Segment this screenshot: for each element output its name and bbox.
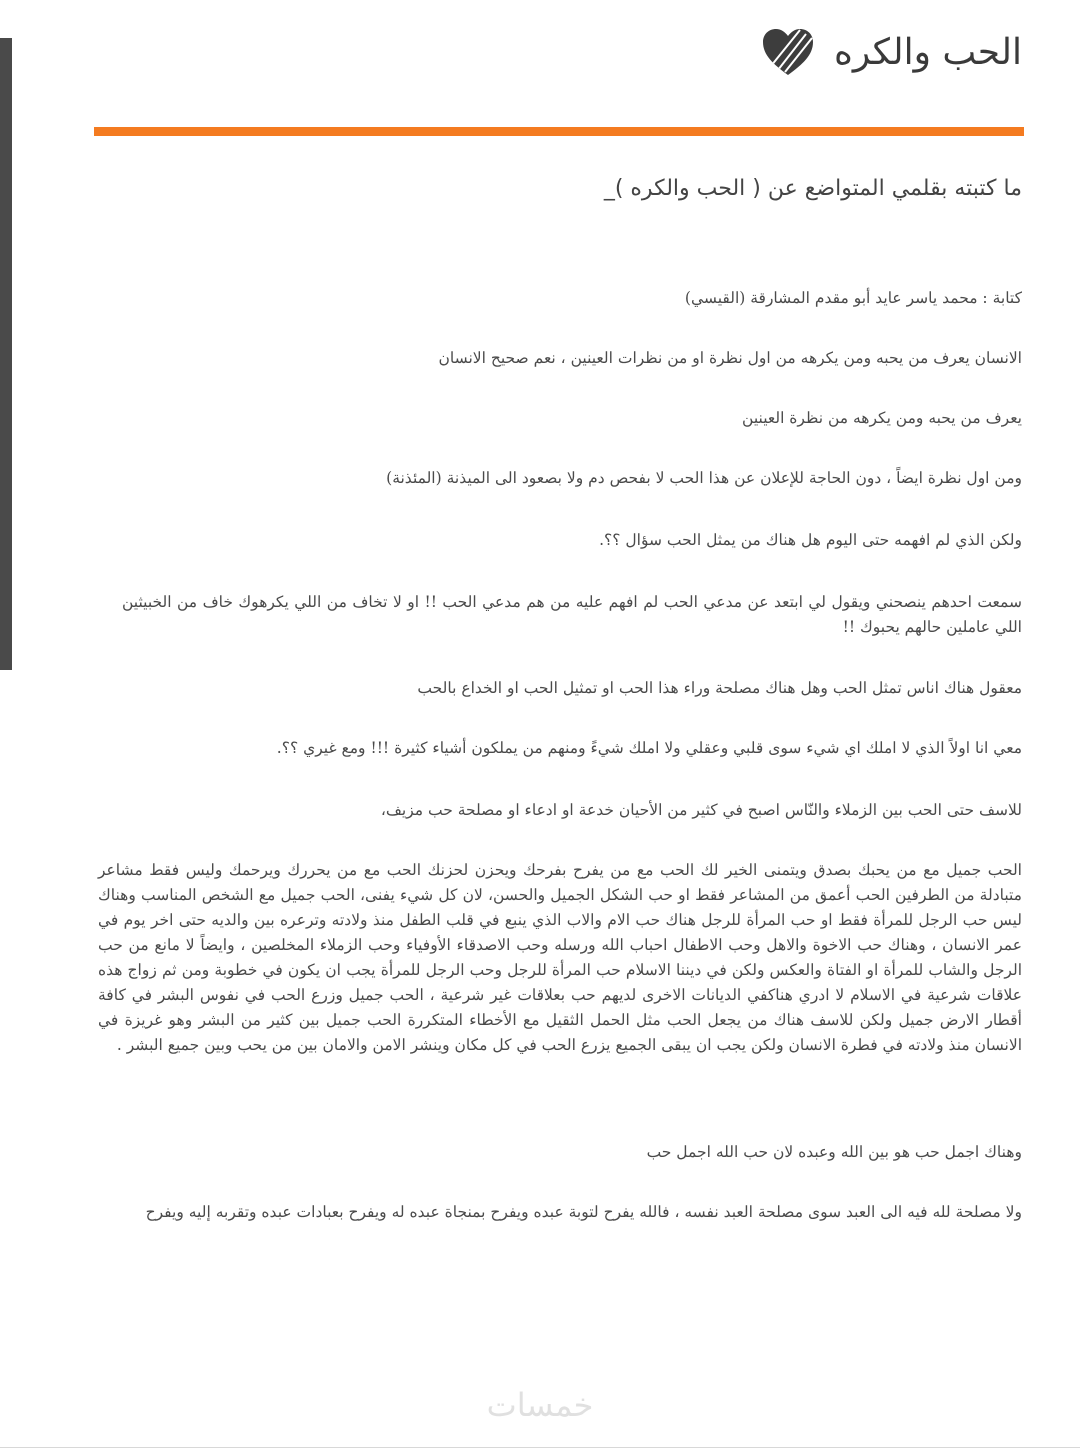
paragraph-3: ومن اول نظرة ايضاً ، دون الحاجة للإعلان عن هذا الحب لا بفحص دم ولا بصعود الى الميذنة (المئذنة) <box>386 469 1022 487</box>
window-edge <box>0 38 12 670</box>
paragraph-2: يعرف من يحبه ومن يكرهه من نظرة العينين <box>742 409 1022 427</box>
paragraph-8: للاسف حتى الحب بين الزملاء والنّاس اصبح في كثير من الأحيان خدعة او ادعاء او مصلحة حب مزيف، <box>380 801 1022 819</box>
paragraph-9: الحب جميل مع من يحبك بصدق ويتمنى الخير لك الحب مع من يفرح بفرحك ويحزن لحزنك الحب مع من يحررك ويرحمك وليس فقط مشاعر متبادلة من الطرفين الحب أعمق من المشاعر فقط او حب الشكل الجميل والحسن، لان كل شيء يفنى، الحب جميل مع الشخص المناسب وهناك ليس حب الرجل للمرأة فقط او حب المرأة للرجل هناك حب الام والاب الذي ينبع في قلب الطفل منذ ولادته وترعره بين والديه حتى اخر يوم في عمر الانسان ، وهناك حب الاخوة والاهل وحب الاطفال احباب الله ورسله وحب الاصدقاء الأوفياء وحب الزملاء المخلصين ، وايضاً لا مانع من حب الرجل والشاب للمرأة او الفتاة والعكس ولكن في ديننا الاسلام حب المرأة للرجل وحب الرجل للمرأة يجب ان يكون في خطوبة ومن ثم زواج هذه علاقات شرعية في الاسلام لا ادري هناكفي الديانات الاخرى لديهم حب بعلاقات غير شرعية ، الحب جميل وزرع الحب في نفوس البشر في كافة أقطار الارض جميل ولكن للاسف هناك من يجعل الحب مثل الحمل الثقيل مع الأخطاء المتكررة الحب جميل بين كثير من البشر وهو غريزة في الانسان منذ ولادته في فطرة الانسان ولكن يجب ان يبقى الجميع يزرع الحب في كل مكان وينشر الامن والامان بين من يحب وبين جميع البشر . <box>98 861 1022 1054</box>
watermark-logo: خمسات <box>486 1386 594 1424</box>
paragraph-5: سمعت احدهم ينصحني ويقول لي ابتعد عن مدعي الحب لم افهم عليه من هم مدعي الحب !! او لا تخاف من اللي يكرهوك خاف من الخبيثين اللي عاملين حالهم يحبوك !! <box>122 593 1022 636</box>
document-title: الحب والكره <box>834 31 1022 73</box>
paragraph-11: ولا مصلحة لله فيه الى العبد سوى مصلحة العبد نفسه ، فالله يفرح لتوبة عبده ويفرح بمنجاة عبده له ويفرح بعبادات عبده وتقربه إليه ويفرح <box>145 1203 1022 1221</box>
header-accent-rule <box>94 127 1024 136</box>
author-line: كتابة : محمد ياسر عايد أبو مقدم المشارقة (القيسي) <box>684 289 1022 307</box>
paragraph-7: معي انا اولاً الذي لا املك اي شيء سوى قلبي وعقلي ولا املك شيءً ومنهم من يملكون أشياء كثيرة !!! ومع غيري ؟؟. <box>276 739 1022 757</box>
paragraph-1: الانسان يعرف من يحبه ومن يكرهه من اول نظرة او من نظرات العينين ، نعم صحيح الانسان <box>438 349 1022 367</box>
document-header <box>760 26 1022 78</box>
heart-icon <box>760 26 816 78</box>
document-subtitle: ما كتبته بقلمي المتواضع عن ( الحب والكره )_ <box>603 176 1022 201</box>
paragraph-6: معقول هناك اناس تمثل الحب وهل هناك مصلحة وراء هذا الحب او تمثيل الحب او الخداع بالحب <box>417 679 1022 697</box>
paragraph-10: وهناك اجمل حب هو بين الله وعبده لان حب الله اجمل حب <box>646 1143 1022 1161</box>
paragraph-4: ولكن الذي لم افهمه حتى اليوم هل هناك من يمثل الحب سؤال ؟؟. <box>599 531 1022 549</box>
